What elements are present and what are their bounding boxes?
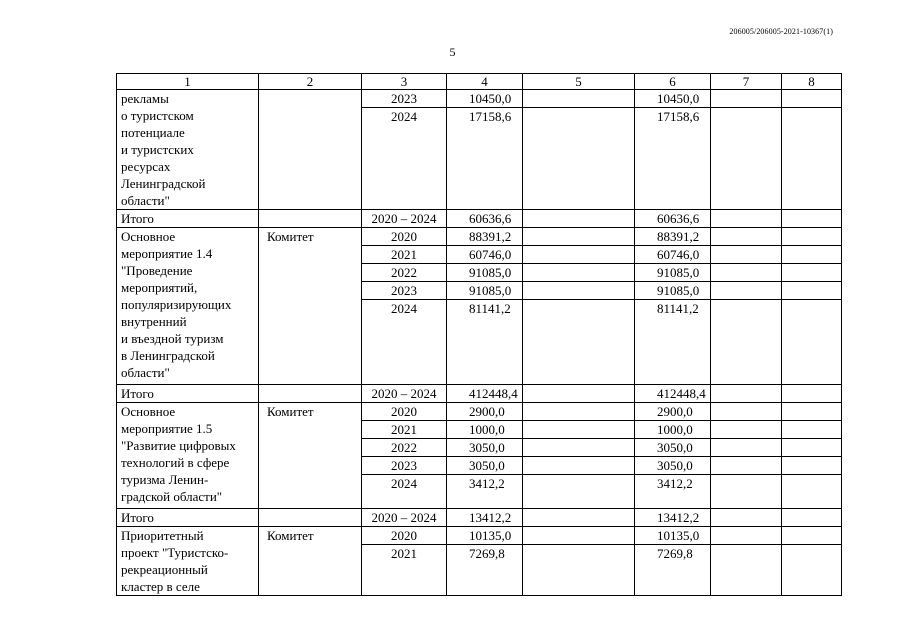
total-row	[117, 210, 842, 228]
table-row	[117, 228, 842, 246]
empty-cell	[523, 439, 635, 457]
amount-cell: 88391,2	[635, 228, 711, 246]
description-line: области"	[121, 193, 170, 208]
empty-cell	[259, 385, 362, 403]
amount-cell: 17158,6	[635, 108, 711, 210]
empty-cell	[523, 228, 635, 246]
empty-cell	[523, 246, 635, 264]
amount-cell: 3050,0	[635, 457, 711, 475]
empty-cell	[711, 264, 782, 282]
amount-cell: 1000,0	[635, 421, 711, 439]
year-cell: 2022	[362, 439, 447, 457]
description-line: мероприятие 1.5	[121, 421, 213, 436]
amount-cell: 91085,0	[447, 264, 523, 282]
description-line: туризма Ленин-	[121, 472, 209, 487]
executor-cell: Комитет	[259, 527, 362, 596]
amount-cell: 3050,0	[447, 457, 523, 475]
empty-cell	[259, 210, 362, 228]
empty-cell	[782, 545, 842, 596]
description-line: ресурсах	[121, 159, 171, 174]
period-cell: 2020 – 2024	[362, 385, 447, 403]
empty-cell	[711, 403, 782, 421]
empty-cell	[523, 282, 635, 300]
column-header: 1	[117, 74, 259, 90]
empty-cell	[782, 264, 842, 282]
period-cell: 2020 – 2024	[362, 509, 447, 527]
total-amount-cell: 412448,4	[635, 385, 711, 403]
amount-cell: 81141,2	[635, 300, 711, 385]
column-header: 8	[782, 74, 842, 90]
empty-cell	[523, 475, 635, 509]
empty-cell	[711, 439, 782, 457]
empty-cell	[711, 228, 782, 246]
empty-cell	[259, 509, 362, 527]
amount-cell: 10135,0	[635, 527, 711, 545]
empty-cell	[782, 300, 842, 385]
column-header: 6	[635, 74, 711, 90]
table-row	[117, 403, 842, 421]
page-number: 5	[449, 45, 456, 59]
empty-cell	[782, 246, 842, 264]
amount-cell: 7269,8	[447, 545, 523, 596]
empty-cell	[711, 475, 782, 509]
empty-cell	[711, 527, 782, 545]
amount-cell: 10135,0	[447, 527, 523, 545]
empty-cell	[782, 439, 842, 457]
total-row	[117, 385, 842, 403]
empty-cell	[782, 282, 842, 300]
year-cell: 2020	[362, 403, 447, 421]
empty-cell	[711, 210, 782, 228]
amount-cell: 60746,0	[635, 246, 711, 264]
activity-description	[117, 527, 259, 596]
year-cell: 2024	[362, 108, 447, 210]
description-line: в Ленинградской	[121, 348, 215, 363]
description-line: и туристских	[121, 142, 194, 157]
year-cell: 2023	[362, 457, 447, 475]
empty-cell	[523, 527, 635, 545]
empty-cell	[782, 457, 842, 475]
year-cell: 2023	[362, 90, 447, 108]
empty-cell	[711, 509, 782, 527]
empty-cell	[782, 527, 842, 545]
year-cell: 2021	[362, 421, 447, 439]
year-cell: 2020	[362, 527, 447, 545]
description-line: кластер в селе	[121, 579, 200, 594]
amount-cell: 1000,0	[447, 421, 523, 439]
year-cell: 2024	[362, 300, 447, 385]
total-amount-cell: 13412,2	[635, 509, 711, 527]
empty-cell	[782, 108, 842, 210]
activity-description	[117, 90, 259, 210]
column-header: 3	[362, 74, 447, 90]
table-row	[117, 527, 842, 545]
empty-cell	[782, 421, 842, 439]
empty-cell	[782, 475, 842, 509]
total-amount-cell: 60636,6	[447, 210, 523, 228]
executor-cell: Комитет	[259, 228, 362, 385]
empty-cell	[523, 264, 635, 282]
activity-description	[117, 228, 259, 385]
empty-cell	[523, 545, 635, 596]
empty-cell	[711, 385, 782, 403]
description-line: мероприятие 1.4	[121, 246, 213, 261]
empty-cell	[782, 509, 842, 527]
empty-cell	[711, 282, 782, 300]
column-header: 7	[711, 74, 782, 90]
empty-cell	[523, 90, 635, 108]
amount-cell: 2900,0	[635, 403, 711, 421]
description-line: Основное	[121, 404, 176, 419]
table-row	[117, 90, 842, 108]
empty-cell	[523, 210, 635, 228]
amount-cell: 3412,2	[447, 475, 523, 509]
amount-cell: 81141,2	[447, 300, 523, 385]
amount-cell: 7269,8	[635, 545, 711, 596]
year-cell: 2024	[362, 475, 447, 509]
empty-cell	[523, 509, 635, 527]
year-cell: 2021	[362, 545, 447, 596]
amount-cell: 3050,0	[635, 439, 711, 457]
description-line: Основное	[121, 229, 176, 244]
amount-cell: 60746,0	[447, 246, 523, 264]
executor-cell	[259, 90, 362, 210]
empty-cell	[782, 385, 842, 403]
activity-description	[117, 403, 259, 509]
total-amount-cell: 13412,2	[447, 509, 523, 527]
year-cell: 2023	[362, 282, 447, 300]
empty-cell	[782, 90, 842, 108]
amount-cell: 10450,0	[635, 90, 711, 108]
description-line: рекламы	[121, 91, 169, 106]
description-line: проект "Туристско-	[121, 545, 229, 560]
document-id: 206005/206005-2021-10367(1)	[729, 27, 833, 36]
year-cell: 2021	[362, 246, 447, 264]
empty-cell	[523, 403, 635, 421]
description-line: области"	[121, 365, 170, 380]
empty-cell	[523, 385, 635, 403]
period-cell: 2020 – 2024	[362, 210, 447, 228]
executor-cell: Комитет	[259, 403, 362, 509]
amount-cell: 17158,6	[447, 108, 523, 210]
amount-cell: 10450,0	[447, 90, 523, 108]
empty-cell	[782, 403, 842, 421]
description-line: Приоритетный	[121, 528, 204, 543]
empty-cell	[711, 246, 782, 264]
description-line: потенциале	[121, 125, 185, 140]
empty-cell	[523, 421, 635, 439]
empty-cell	[711, 421, 782, 439]
empty-cell	[523, 300, 635, 385]
description-line: рекреационный	[121, 562, 208, 577]
total-label: Итого	[117, 210, 259, 228]
amount-cell: 88391,2	[447, 228, 523, 246]
description-line: "Проведение	[121, 263, 193, 278]
table-body	[117, 90, 842, 596]
total-label: Итого	[117, 509, 259, 527]
description-line: популяризирующих	[121, 297, 232, 312]
description-line: о туристском	[121, 108, 194, 123]
empty-cell	[782, 210, 842, 228]
empty-cell	[711, 545, 782, 596]
total-label: Итого	[117, 385, 259, 403]
description-line: внутренний	[121, 314, 187, 329]
total-amount-cell: 412448,4	[447, 385, 523, 403]
column-header: 5	[523, 74, 635, 90]
amount-cell: 3050,0	[447, 439, 523, 457]
empty-cell	[711, 300, 782, 385]
description-line: мероприятий,	[121, 280, 198, 295]
amount-cell: 91085,0	[635, 264, 711, 282]
amount-cell: 91085,0	[447, 282, 523, 300]
year-cell: 2020	[362, 228, 447, 246]
empty-cell	[711, 457, 782, 475]
description-line: градской области"	[121, 489, 223, 504]
column-header: 4	[447, 74, 523, 90]
year-cell: 2022	[362, 264, 447, 282]
description-line: технологий в сфере	[121, 455, 230, 470]
total-row	[117, 509, 842, 527]
empty-cell	[782, 228, 842, 246]
description-line: Ленинградской	[121, 176, 206, 191]
description-line: и въездной туризм	[121, 331, 224, 346]
header-row	[117, 74, 842, 90]
description-line: "Развитие цифровых	[121, 438, 236, 453]
empty-cell	[523, 457, 635, 475]
empty-cell	[523, 108, 635, 210]
column-header: 2	[259, 74, 362, 90]
empty-cell	[711, 108, 782, 210]
amount-cell: 3412,2	[635, 475, 711, 509]
budget-table	[116, 73, 842, 596]
total-amount-cell: 60636,6	[635, 210, 711, 228]
amount-cell: 91085,0	[635, 282, 711, 300]
empty-cell	[711, 90, 782, 108]
amount-cell: 2900,0	[447, 403, 523, 421]
